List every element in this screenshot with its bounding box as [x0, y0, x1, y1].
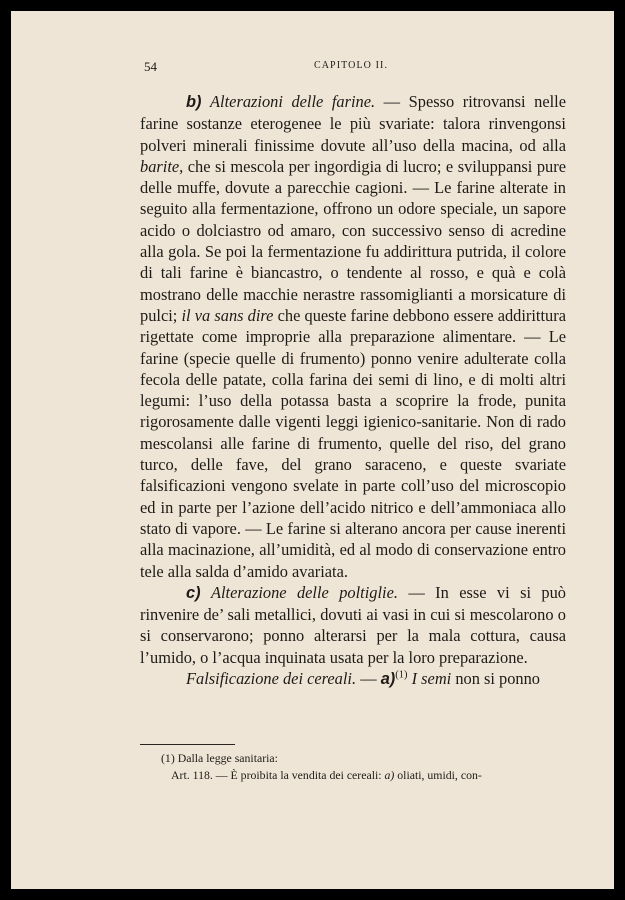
page-header	[144, 59, 558, 79]
paragraph-text: che si mescola per ingordigia di lucro; e sviluppansi pure delle muffe, dovute a parecchie cagioni. — Le farine alterate in seguito alla fermentazione, offrono un odore speciale, un sapore acido o dolciastro od amaro, con successivo senso di acredine alla gola. Se poi la fermentazione fu addirittura putrida, il colore di tali farine è biancastro, o tendente al rosso, e quà e colà mostrano delle macchie nerastre rassomiglianti a morsicature di pulci;	[140, 156, 566, 325]
body-text	[140, 91, 566, 690]
italic-term: I semi	[407, 669, 452, 689]
italic-term: barite,	[140, 156, 184, 176]
section-label-a: a)	[380, 670, 396, 689]
paragraph-falsificazione-cereali	[140, 668, 566, 690]
footnote-line: (1) Dalla legge sanitaria:	[161, 751, 278, 765]
section-label-c: c)	[186, 583, 201, 602]
book-page	[11, 11, 614, 889]
page-number: 54	[144, 59, 157, 74]
paragraph-alterazione-poltiglie	[140, 582, 566, 668]
section-title-farine: Alterazioni delle farine.	[210, 92, 376, 111]
section-title-poltiglie: Alterazione delle poltiglie.	[210, 582, 398, 602]
section-title-cereali: Falsificazione dei cereali.	[186, 669, 357, 689]
paragraph-text: — In esse vi si può rinvenire de’ sali metallici, dovuti ai vasi in cui si mescolarono o si conservarono; ponno alterarsi per la mala cottura, causa l’umido, o l’acqua inquinata usata per la loro preparazione.	[140, 582, 566, 667]
chapter-title: CAPITOLO II.	[313, 60, 389, 71]
footnote-text: oliati, umidi, con-	[394, 768, 482, 782]
paragraph-text: che queste farine debbono essere addirittura rigettate come improprie alla preparazione alimentare. — Le farine (specie quelle di frumento) ponno venire adulterate colla fecola delle patate, colla farina dei semi di lino, e di molti altri legumi: l’uso della potassa basta a scoprire la frode, punita rigorosamente dalle vigenti leggi igienico-sanitarie. Non di rado mescolansi alle farine di frumento, quelle del riso, del grano turco, delle fave, del grano saraceno, e queste svariate falsificazioni vengono svelate in parte coll’uso del microscopio ed in parte per l’azione dell’acido nitrico e dell’ammoniaca allo stato di vapore. — Le farine si alterano ancora per cause inerenti alla macinazione, all’umidità, ed al modo di conservazione entro tele alla salda d’amido avariata.	[140, 305, 566, 581]
footnote-ref: (1)	[395, 669, 408, 681]
footnote-divider	[140, 744, 235, 745]
dash: —	[356, 669, 381, 689]
italic-phrase: il va sans dire	[181, 305, 274, 325]
paragraph-text: — Spesso ritrovansi nelle farine sostanze eterogenee le più svariate: talora rinvengonsi polveri minerali finissime dovute all’uso della macina, od alla	[140, 92, 566, 155]
footnote-label: a)	[384, 768, 395, 782]
paragraph-text: non si ponno	[451, 669, 541, 689]
section-label-b: b)	[186, 93, 202, 111]
footnote-text: Art. 118. — È proibita la vendita dei cereali:	[171, 768, 385, 782]
footnote-article	[171, 767, 571, 784]
footnote	[161, 750, 571, 784]
paragraph-alterazioni-farine	[140, 91, 566, 582]
